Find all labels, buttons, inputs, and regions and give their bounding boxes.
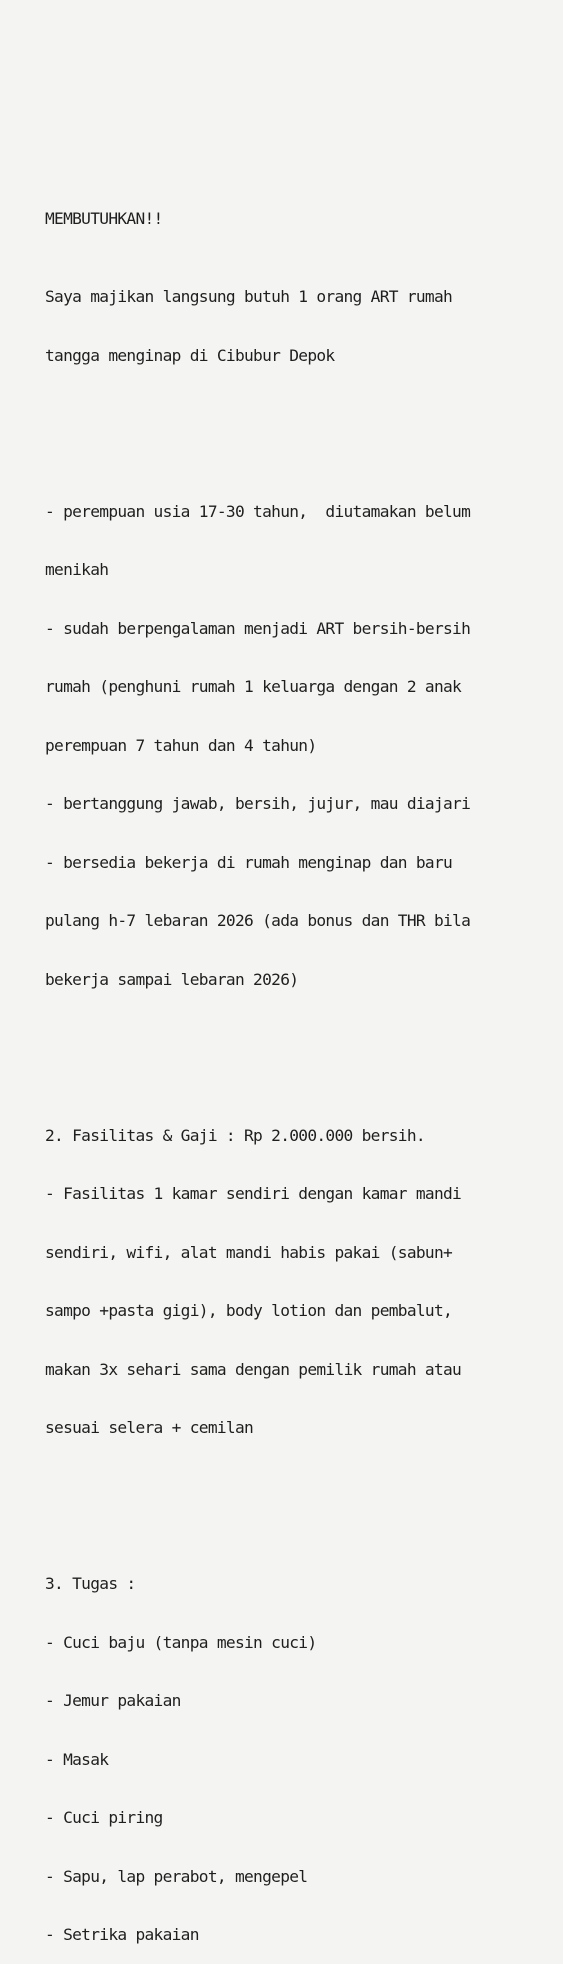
facility-line: - Fasilitas 1 kamar sendiri dengan kamar mandi [45, 1184, 462, 1203]
facility-line: sendiri, wifi, alat mandi habis pakai (sabun+ [45, 1242, 453, 1262]
spacer [45, 1496, 535, 1516]
facility-line: sesuai selera + cemilan [45, 1418, 254, 1437]
requirement-line: - bertanggung jawab, bersih, jujur, mau diajari [45, 794, 471, 813]
task-line: - Setrika pakaian [45, 1925, 199, 1944]
job-post-text [45, 170, 535, 1964]
task-line: - Jemur pakaian [45, 1691, 181, 1710]
intro-line: tangga menginap di Cibubur Depok [45, 345, 335, 365]
spacer [45, 424, 535, 444]
intro-line: Saya majikan langsung butuh 1 orang ART rumah [45, 287, 453, 306]
facility-line: makan 3x sehari sama dengan pemilik rumah atau [45, 1359, 462, 1379]
requirement-line: rumah (penghuni rumah 1 keluarga dengan 2 anak [45, 677, 462, 696]
requirement-line: - bersedia bekerja di rumah menginap dan baru [45, 852, 453, 872]
task-line: - Cuci piring [45, 1808, 163, 1827]
requirement-line: perempuan 7 tahun dan 4 tahun) [45, 735, 317, 755]
requirement-line: bekerja sampai lebaran 2026) [45, 969, 299, 989]
requirement-line: pulang h-7 lebaran 2026 (ada bonus dan THR bila [45, 911, 471, 930]
requirement-line: menikah [45, 560, 109, 579]
task-line: - Cuci baju (tanpa mesin cuci) [45, 1632, 317, 1652]
spacer [45, 1048, 535, 1068]
facility-line: sampo +pasta gigi), body lotion dan pembalut, [45, 1301, 453, 1320]
facility-line: 2. Fasilitas & Gaji : Rp 2.000.000 bersih. [45, 1125, 425, 1145]
task-line: - Sapu, lap perabot, mengepel [45, 1866, 308, 1886]
task-line: - Masak [45, 1749, 109, 1769]
headline: MEMBUTUHKAN!! [45, 209, 163, 228]
requirement-line: - perempuan usia 17-30 tahun, diutamakan belum [45, 501, 471, 521]
requirement-line: - sudah berpengalaman menjadi ART bersih-bersih [45, 618, 471, 638]
task-line: 3. Tugas : [45, 1574, 136, 1593]
